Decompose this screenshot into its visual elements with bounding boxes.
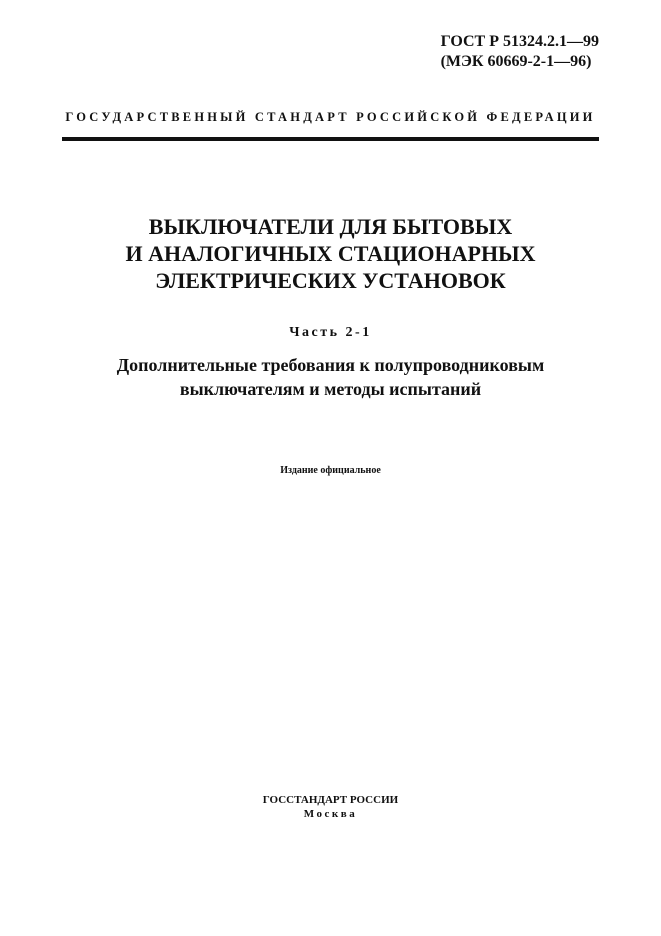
publisher-block (0, 793, 661, 821)
state-standard-header: ГОСУДАРСТВЕННЫЙ СТАНДАРТ РОССИЙСКОЙ ФЕДЕРАЦИИ (65, 110, 596, 124)
publisher-city: Москва (303, 808, 358, 820)
standard-designation-block (441, 32, 599, 72)
title-line-3: ЭЛЕКТРИЧЕСКИХ УСТАНОВОК (155, 268, 506, 293)
publisher-name: ГОССТАНДАРТ РОССИИ (262, 794, 399, 806)
standard-designation: ГОСТ Р 51324.2.1—99 (440, 33, 599, 50)
document-subtitle (0, 353, 661, 401)
subtitle-line-1: Дополнительные требования к полупроводниковым (116, 355, 545, 375)
title-line-2: И АНАЛОГИЧНЫХ СТАЦИОНАРНЫХ (125, 241, 536, 266)
part-label: Часть 2-1 (289, 325, 372, 340)
header-divider (62, 137, 599, 141)
iec-reference: (МЭК 60669-2-1—96) (440, 53, 592, 70)
document-title (0, 213, 661, 294)
title-line-1: ВЫКЛЮЧАТЕЛИ ДЛЯ БЫТОВЫХ (148, 214, 513, 239)
subtitle-line-2: выключателям и методы испытаний (179, 379, 482, 399)
edition-label: Издание официальное (280, 465, 381, 476)
